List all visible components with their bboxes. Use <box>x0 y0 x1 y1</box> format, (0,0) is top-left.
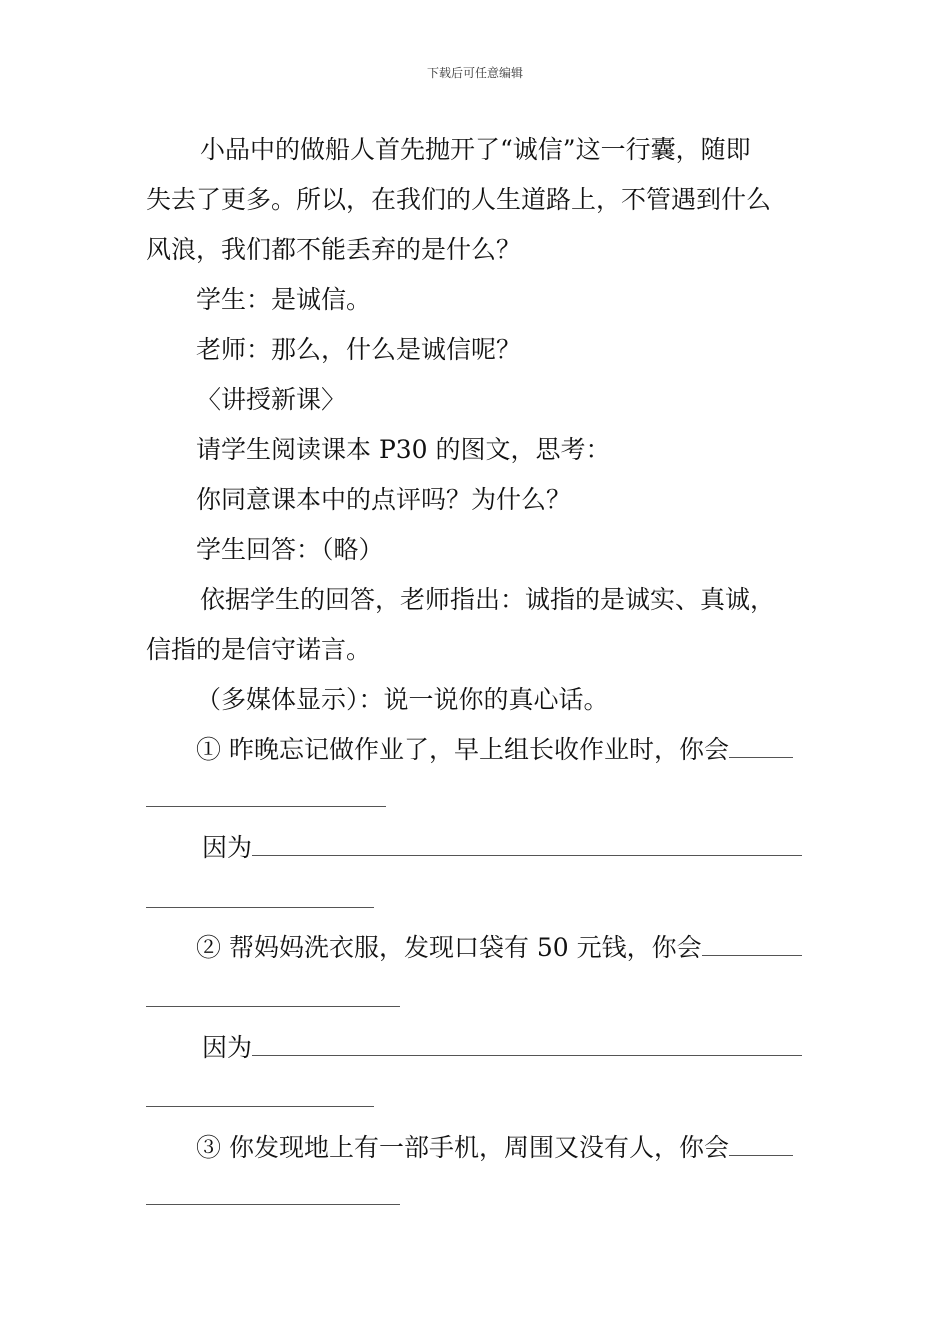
answer-blank[interactable] <box>729 733 793 758</box>
reason-blank-continuation[interactable] <box>146 1106 374 1107</box>
paragraph-line: 学生回答：（略） <box>196 535 384 564</box>
reason-blank[interactable] <box>252 1031 802 1056</box>
because-label: 因为 <box>202 1033 253 1062</box>
reason-blank[interactable] <box>252 831 802 856</box>
paragraph-line: 你同意课本中的点评吗？为什么？ <box>196 485 572 514</box>
question-2-text: ② 帮妈妈洗衣服，发现口袋有 50 元钱，你会 <box>196 933 702 962</box>
answer-blank[interactable] <box>729 1131 793 1156</box>
section-heading: 〈讲授新课〉 <box>196 385 347 414</box>
answer-blank-continuation[interactable] <box>146 1006 400 1007</box>
paragraph-line: 学生：是诚信。 <box>196 285 372 314</box>
question-1 <box>196 733 856 767</box>
answer-blank-continuation[interactable] <box>146 806 386 807</box>
because-label: 因为 <box>202 833 253 862</box>
answer-blank[interactable] <box>702 931 802 956</box>
question-1-text: ① 昨晚忘记做作业了，早上组长收作业时，你会 <box>196 735 729 764</box>
reason-blank-continuation[interactable] <box>146 907 374 908</box>
paragraph-line: （多媒体显示）：说一说你的真心话。 <box>196 685 609 714</box>
question-3-text: ③ 你发现地上有一部手机，周围又没有人，你会 <box>196 1133 729 1162</box>
question-3 <box>196 1131 856 1165</box>
because-line-2 <box>202 1031 862 1065</box>
question-2 <box>196 931 856 965</box>
answer-blank-continuation[interactable] <box>146 1204 400 1205</box>
because-line-1 <box>202 831 862 865</box>
paragraph-line: 老师：那么，什么是诚信呢？ <box>196 335 522 364</box>
paragraph-line: 风浪，我们都不能丢弃的是什么？ <box>146 235 522 264</box>
paragraph-line: 依据学生的回答，老师指出：诚指的是诚实、真诚， <box>200 585 776 614</box>
page-header: 下载后可任意编辑 <box>426 66 523 80</box>
paragraph-line: 请学生阅读课本 P30 的图文，思考： <box>196 435 611 464</box>
paragraph-line: 信指的是信守诺言。 <box>146 635 372 664</box>
paragraph-line: 失去了更多。所以，在我们的人生道路上，不管遇到什么 <box>146 185 772 214</box>
paragraph-line: 小品中的做船人首先抛开了“诚信”这一行囊，随即 <box>200 135 751 164</box>
